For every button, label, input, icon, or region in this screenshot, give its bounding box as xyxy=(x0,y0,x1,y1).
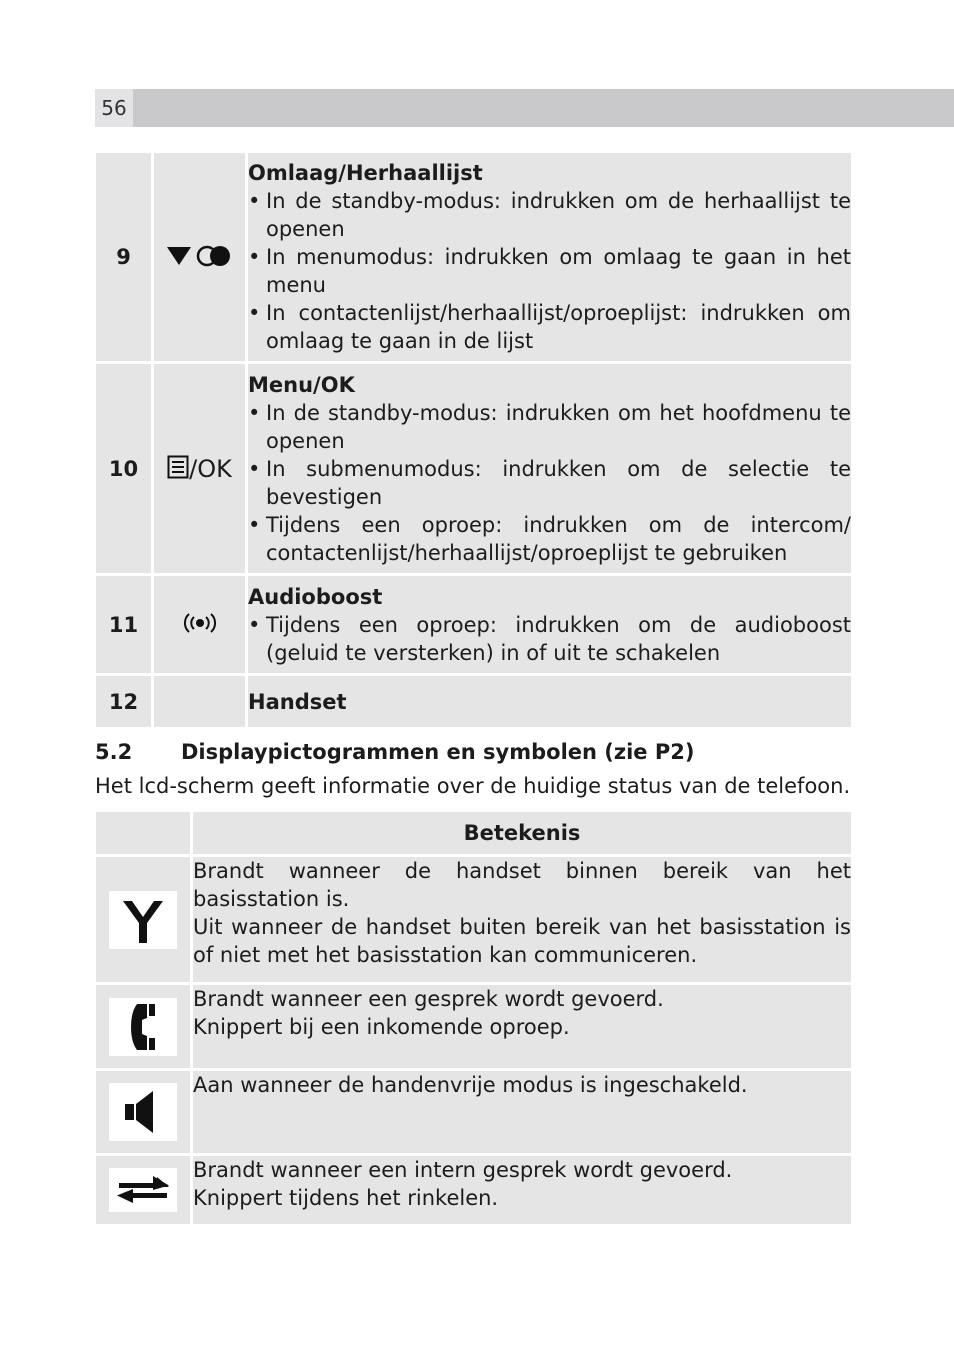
description-line: Uit wanneer de handset buiten bereik van het basisstation is of niet met het basisstation kan communiceren. xyxy=(193,915,851,967)
key-bullet: • In menumodus: indrukken om omlaag te gaan in het menu xyxy=(248,243,851,299)
table-row xyxy=(96,985,851,1068)
icon-description xyxy=(193,857,851,982)
description-line: Knippert bij een inkomende oproep. xyxy=(193,1015,570,1039)
audioboost-icon xyxy=(182,620,218,639)
description-line: Brandt wanneer een intern gesprek wordt gevoerd. xyxy=(193,1158,733,1182)
antenna-signal-icon xyxy=(109,891,177,949)
key-bullet: • Tijdens een oproep: indrukken om de intercom/ contactenlijst/herhaallijst/oproeplijst te gebruiken xyxy=(248,511,851,567)
icon-cell xyxy=(96,985,190,1068)
table-header-row xyxy=(96,812,851,854)
key-number: 9 xyxy=(96,153,151,361)
icon-description xyxy=(193,1071,851,1153)
icon-cell xyxy=(96,1071,190,1153)
key-symbol xyxy=(154,676,245,727)
page-number: 56 xyxy=(95,89,133,127)
down-arrow-redial-icon xyxy=(165,253,235,272)
section-title: Displaypictogrammen en symbolen (zie P2) xyxy=(181,740,695,764)
page-header-bar xyxy=(95,89,954,127)
key-description xyxy=(248,153,851,361)
key-symbol xyxy=(154,364,245,573)
description-line: Aan wanneer de handenvrije modus is ingeschakeld. xyxy=(193,1073,748,1097)
key-bullet: • In submenumodus: indrukken om de selectie te bevestigen xyxy=(248,455,851,511)
table-row xyxy=(96,153,851,361)
icon-cell xyxy=(96,857,190,982)
key-title: Menu/OK xyxy=(248,372,355,397)
key-title: Omlaag/Herhaallijst xyxy=(248,161,483,185)
description-line: Knippert tijdens het rinkelen. xyxy=(193,1186,499,1210)
icons-table xyxy=(93,809,854,1227)
key-bullet: • In de standby-modus: indrukken om het hoofdmenu te openen xyxy=(248,399,851,455)
key-description xyxy=(248,676,851,727)
description-line: Brandt wanneer de handset binnen bereik van het basisstation is. xyxy=(193,859,851,911)
description-line: Brandt wanneer een gesprek wordt gevoerd. xyxy=(193,987,664,1011)
key-symbol-text: /OK xyxy=(189,454,232,483)
section-heading xyxy=(95,740,694,764)
key-number: 10 xyxy=(96,364,151,573)
icon-column-header xyxy=(96,812,190,854)
key-title: Handset xyxy=(248,689,347,714)
key-description xyxy=(248,364,851,573)
key-title: Audioboost xyxy=(248,584,383,609)
key-bullet: • Tijdens een oproep: indrukken om de audioboost (geluid te versterken) in of uit te schakelen xyxy=(248,611,851,667)
table-row xyxy=(96,857,851,982)
icon-description xyxy=(193,1156,851,1224)
intercom-arrows-icon xyxy=(109,1168,177,1212)
phone-receiver-icon xyxy=(109,998,177,1056)
table-row xyxy=(96,676,851,727)
keys-table xyxy=(93,150,854,730)
menu-list-icon xyxy=(167,455,189,483)
table-row xyxy=(96,1156,851,1224)
section-number: 5.2 xyxy=(95,740,133,764)
key-description xyxy=(248,576,851,673)
icon-description xyxy=(193,985,851,1068)
key-number: 11 xyxy=(96,576,151,673)
table-row xyxy=(96,576,851,673)
key-symbol xyxy=(154,576,245,673)
meaning-column-header: Betekenis xyxy=(193,812,851,854)
section-intro: Het lcd-scherm geeft informatie over de huidige status van de telefoon. xyxy=(95,774,851,798)
table-row xyxy=(96,364,851,573)
key-bullet: • In contactenlijst/herhaallijst/oproeplijst: indrukken om omlaag te gaan in de lijst xyxy=(248,299,851,355)
key-bullet: • In de standby-modus: indrukken om de herhaallijst te openen xyxy=(248,187,851,243)
icon-cell xyxy=(96,1156,190,1224)
key-number: 12 xyxy=(96,676,151,727)
key-symbol xyxy=(154,153,245,361)
table-row xyxy=(96,1071,851,1153)
speaker-icon xyxy=(109,1083,177,1141)
